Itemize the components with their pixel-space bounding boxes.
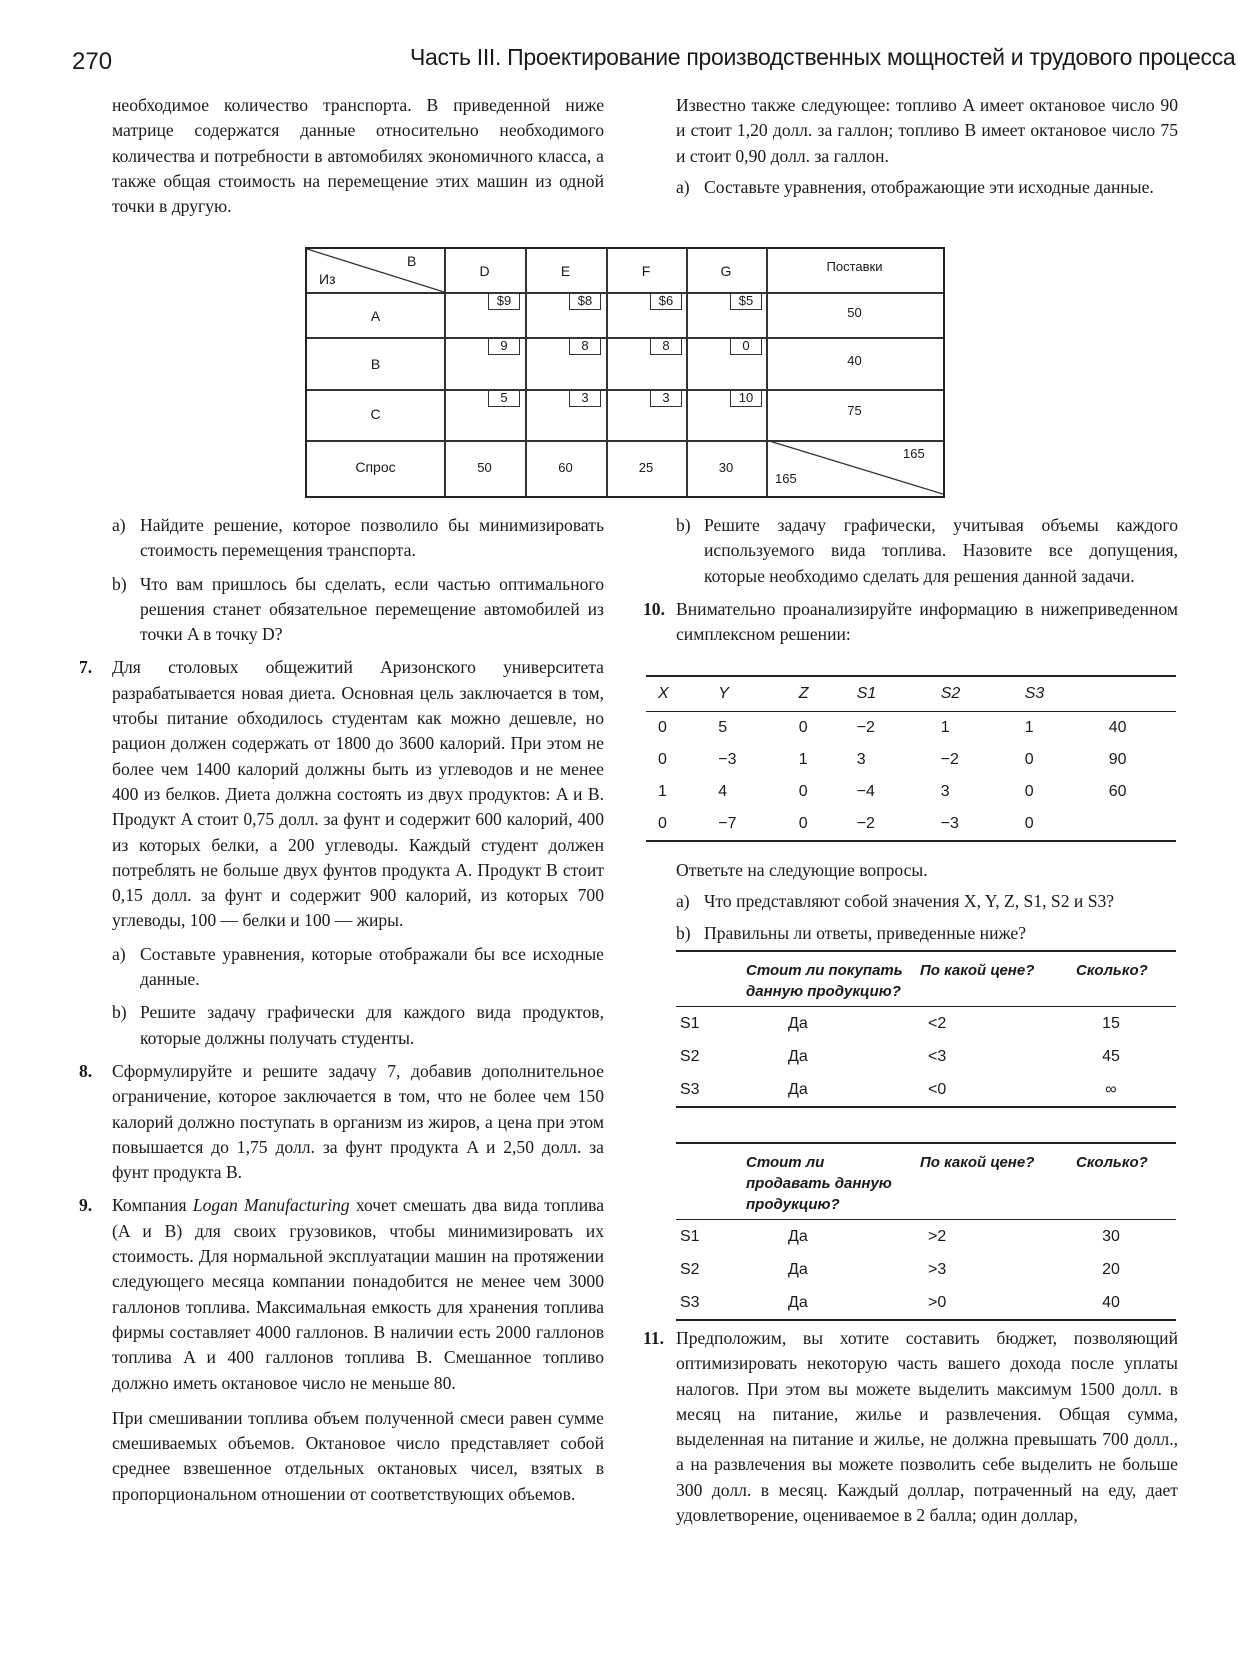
simplex-col-header: Z bbox=[787, 676, 845, 712]
item-marker: a) bbox=[112, 515, 126, 535]
item-text: Составьте уравнения, которые отображали бы все исходные данные. bbox=[140, 943, 604, 990]
simplex-table bbox=[646, 675, 1176, 842]
cost-cell: 3 bbox=[569, 389, 601, 407]
item-text: Что вам пришлось бы сделать, если частью оптимального решения станет обязательное перемещение автомобилей из точки A в точку D? bbox=[140, 573, 604, 645]
simplex-cell bbox=[1097, 808, 1176, 841]
cost-cell: $8 bbox=[569, 292, 601, 310]
left-column-items bbox=[79, 513, 604, 1507]
sell-table-cell: >3 bbox=[928, 1260, 947, 1278]
simplex-cell: −2 bbox=[940, 751, 959, 768]
col-header-g: G bbox=[720, 263, 732, 279]
running-header: Часть III. Проектирование производственных мощностей и трудового процесса bbox=[410, 44, 1236, 70]
item-text: Составьте уравнения, отображающие эти исходные данные. bbox=[704, 176, 1154, 197]
problem-9-paragraph-2: При смешивании топлива объем полученной смеси равен сумме смешиваемых объемов. Октановое число представляет собой среднее взвешенное отдельных октановых чисел, взятых в пропорциональном отношении от соответствующих объемов. bbox=[112, 1407, 604, 1504]
sell-table-cell: 40 bbox=[1046, 1286, 1176, 1320]
item-text: Решите задачу графически, учитывая объемы каждого используемого вида топлива. Назовите все допущения, которые необходимо сделать для решения данной задачи. bbox=[704, 515, 1178, 586]
buy-table-cell: Да bbox=[736, 1073, 916, 1107]
problem-11-block bbox=[643, 1326, 1178, 1528]
buy-table-cell: <2 bbox=[928, 1014, 947, 1032]
simplex-cell: 0 bbox=[1024, 783, 1034, 800]
transport-matrix bbox=[305, 247, 945, 498]
sell-table-col-header bbox=[676, 1143, 736, 1220]
simplex-col-header: S1 bbox=[845, 676, 929, 712]
simplex-cell: 0 bbox=[646, 808, 706, 841]
sell-table-row bbox=[676, 1220, 1176, 1254]
q7-subitem-b bbox=[112, 1000, 604, 1051]
problem-text: Предположим, вы хотите составить бюджет, позволяющий оптимизировать некоторую часть вашего дохода после уплаты налогов. При этом вы можете выделить максимум 1500 долл. в месяц на питание, жилье и развлечения. Общая сумма, выделенная на питание и жилье, не должна превышать 700 долл., а на развлечения вы можете позволить себе выделить не больше 300 долл. в месяц. Каждый доллар, потраченный на еду, дает удовлетворение, оцениваемое в 2 балла; один доллар, bbox=[676, 1328, 1178, 1526]
q10-subitem-a bbox=[676, 889, 1178, 914]
buy-table-row bbox=[676, 1073, 1176, 1107]
sell-table-col-header: Стоит ли продавать данную продукцию? bbox=[736, 1143, 916, 1220]
cost-cell: 9 bbox=[488, 337, 520, 355]
simplex-cell: 3 bbox=[856, 751, 866, 768]
buy-table-row bbox=[676, 1040, 1176, 1073]
simplex-cell: 4 bbox=[718, 783, 728, 800]
sell-table-cell: S3 bbox=[676, 1286, 736, 1320]
supply-a: 50 bbox=[847, 305, 862, 320]
supply-header: Поставки bbox=[826, 259, 883, 274]
buy-table-cell: S3 bbox=[676, 1073, 736, 1107]
row-label-b: B bbox=[370, 356, 381, 372]
buy-table-cell: <0 bbox=[916, 1073, 1046, 1107]
sell-table-cell: S1 bbox=[680, 1227, 700, 1245]
col-header-f: F bbox=[641, 263, 651, 279]
demand-d: 50 bbox=[477, 460, 492, 475]
simplex-col-header bbox=[1097, 676, 1176, 712]
q7-subitem-a bbox=[112, 942, 604, 993]
total-demand: 165 bbox=[775, 471, 797, 486]
fuel-info bbox=[676, 93, 1178, 200]
row-label-c: C bbox=[370, 406, 381, 422]
simplex-cell: 90 bbox=[1108, 751, 1127, 768]
simplex-cell: −3 bbox=[718, 751, 737, 768]
problem-text: Сформулируйте и решите задачу 7, добавив дополнительное ограничение, которое заключается в том, что не более чем 150 калорий должно поступать в организм из жиров, а цена при этом повышается до 1,75 долл. за фунт продукта A и 2,50 долл. за фунт продукта B. bbox=[112, 1060, 604, 1183]
company-name: Logan Manufacturing bbox=[192, 1195, 350, 1216]
buy-table-cell: S1 bbox=[680, 1014, 700, 1032]
cost-cell: 10 bbox=[730, 389, 762, 407]
sell-table-row bbox=[676, 1286, 1176, 1320]
simplex-cell: 3 bbox=[940, 783, 950, 800]
simplex-cell: −2 bbox=[845, 808, 929, 841]
simplex-row bbox=[646, 712, 1176, 745]
simplex-cell: 1 bbox=[940, 719, 950, 736]
col-header-e: E bbox=[560, 263, 571, 279]
cost-cell: $5 bbox=[730, 292, 762, 310]
simplex-cell: 0 bbox=[787, 808, 845, 841]
fuel-subitem-a bbox=[676, 175, 1178, 200]
supply-c: 75 bbox=[847, 403, 862, 418]
simplex-cell: 0 bbox=[658, 719, 667, 736]
buy-table-col-header: Стоит ли покупать данную продукцию? bbox=[736, 951, 916, 1007]
simplex-cell: −3 bbox=[929, 808, 1013, 841]
sell-table-cell: >2 bbox=[928, 1227, 947, 1245]
simplex-col-header: X bbox=[646, 676, 706, 712]
sell-table-cell: Да bbox=[736, 1286, 916, 1320]
buy-table-col-header bbox=[676, 951, 736, 1007]
supply-b: 40 bbox=[847, 353, 862, 368]
cost-cell: 0 bbox=[730, 337, 762, 355]
cost-cell: 8 bbox=[569, 337, 601, 355]
buy-table-cell: ∞ bbox=[1046, 1073, 1176, 1107]
sell-table-cell: S2 bbox=[680, 1260, 700, 1278]
right-column-items bbox=[643, 513, 1178, 647]
buy-table-cell: Да bbox=[788, 1014, 808, 1032]
buy-header-row bbox=[676, 951, 1176, 1007]
problem-number: 10. bbox=[643, 598, 665, 619]
simplex-row bbox=[646, 776, 1176, 808]
simplex-cell: −2 bbox=[856, 719, 875, 736]
demand-label: Спрос bbox=[355, 459, 396, 475]
item-marker: a) bbox=[676, 891, 690, 912]
buy-table-cell: 45 bbox=[1102, 1047, 1120, 1065]
cost-cell: 8 bbox=[650, 337, 682, 355]
buy-table-col-header: По какой цене? bbox=[916, 951, 1046, 1007]
q10-subitem-b bbox=[676, 921, 1178, 946]
buy-body bbox=[676, 1007, 1176, 1108]
cost-cell: 3 bbox=[650, 389, 682, 407]
cost-cell: $9 bbox=[488, 292, 520, 310]
sell-table-cell: 20 bbox=[1102, 1260, 1120, 1278]
simplex-body bbox=[646, 712, 1176, 842]
sell-table-cell: Да bbox=[788, 1227, 808, 1245]
buy-table-cell: S2 bbox=[680, 1047, 700, 1065]
demand-e: 60 bbox=[558, 460, 573, 475]
problem-number: 9. bbox=[79, 1195, 93, 1216]
simplex-header-row bbox=[646, 676, 1176, 712]
problem-text: Внимательно проанализируйте информацию в нижеприведенном симплексном решении: bbox=[676, 598, 1178, 645]
simplex-col-header: S2 bbox=[929, 676, 1013, 712]
sell-table-cell: Да bbox=[788, 1260, 808, 1278]
item-marker: a) bbox=[112, 943, 126, 964]
corner-from-label: Из bbox=[319, 271, 336, 287]
q9-subitem-b bbox=[676, 513, 1178, 589]
item-text: Решите задачу графически для каждого вида продуктов, которые должны получать студенты. bbox=[140, 1002, 604, 1048]
total-supply: 165 bbox=[903, 446, 925, 461]
simplex-col-header: S3 bbox=[1013, 676, 1097, 712]
simplex-row bbox=[646, 808, 1176, 841]
simplex-cell: 0 bbox=[658, 751, 667, 768]
buy-table-row bbox=[676, 1007, 1176, 1041]
sell-header-row bbox=[676, 1143, 1176, 1220]
intro-paragraph bbox=[112, 93, 604, 219]
simplex-cell: 1 bbox=[798, 751, 808, 768]
sell-table-cell: >0 bbox=[916, 1286, 1046, 1320]
sell-table-col-header: Сколько? bbox=[1046, 1143, 1176, 1220]
buy-table-cell: 15 bbox=[1102, 1014, 1120, 1032]
cost-cell: 5 bbox=[488, 389, 520, 407]
buy-table-col-header: Сколько? bbox=[1046, 951, 1176, 1007]
simplex-cell: 1 bbox=[658, 783, 667, 800]
problem-text-cont: хочет смешать два вида топлива (A и B) для своих грузовиков, чтобы минимизировать их стоимость. Для нормальной эксплуатации машин на протяжении следующего месяца компании понадобится не менее чем 3000 галлонов топлива. Максимальная емкость для хранения топлива фирмы составляет 4000 галлонов. В наличии есть 2000 галлонов топлива A и 400 галлонов топлива B. Смешанное топливо должно иметь октановое число не меньше 80. bbox=[112, 1195, 604, 1393]
problem-8 bbox=[79, 1059, 604, 1185]
simplex-cell: 1 bbox=[1024, 719, 1034, 736]
item-marker: b) bbox=[676, 922, 691, 943]
simplex-cell: 0 bbox=[798, 783, 808, 800]
buy-table-cell: Да bbox=[788, 1047, 808, 1065]
item-marker: b) bbox=[676, 515, 691, 535]
sell-table-row bbox=[676, 1253, 1176, 1286]
answer-prompt: Ответьте на следующие вопросы. bbox=[676, 860, 928, 880]
item-text: Что представляют собой значения X, Y, Z, S1, S2 и S3? bbox=[704, 891, 1115, 912]
sell-body bbox=[676, 1220, 1176, 1321]
cost-cell: $6 bbox=[650, 292, 682, 310]
simplex-cell: 0 bbox=[1024, 751, 1034, 768]
problem-number: 11. bbox=[643, 1328, 665, 1348]
simplex-row bbox=[646, 744, 1176, 776]
demand-g: 30 bbox=[718, 460, 734, 475]
corner-to-label: В bbox=[407, 253, 417, 269]
intro-text: необходимое количество транспорта. В приведенной ниже матрице содержатся данные относительно необходимого количества и потребности в автомобилях экономичного класса, а также общая стоимость на перемещение этих машин из одной точки в другую. bbox=[112, 95, 604, 217]
page-number: 270 bbox=[72, 48, 113, 75]
buy-table-cell: <3 bbox=[928, 1047, 947, 1065]
simplex-cell: 40 bbox=[1108, 719, 1127, 736]
sell-table bbox=[676, 1142, 1176, 1321]
item-text: Правильны ли ответы, приведенные ниже? bbox=[704, 922, 1027, 943]
problem-7 bbox=[79, 655, 604, 933]
sell-table-cell: 30 bbox=[1102, 1227, 1120, 1245]
problem-10-questions bbox=[676, 858, 1178, 946]
q6-subitem-b bbox=[112, 572, 604, 648]
simplex-cell: 5 bbox=[718, 719, 728, 736]
problem-10 bbox=[643, 597, 1178, 648]
simplex-cell: −4 bbox=[856, 783, 875, 800]
item-text: Найдите решение, которое позволило бы минимизировать стоимость перемещения транспорта. bbox=[140, 515, 604, 561]
item-marker: a) bbox=[676, 176, 690, 197]
fuel-text: Известно также следующее: топливо A имеет октановое число 90 и стоит 1,20 долл. за галлон; топливо B имеет октановое число 75 и стоит 0,90 долл. за галлон. bbox=[676, 95, 1178, 166]
q6-subitem-a bbox=[112, 513, 604, 564]
item-marker: b) bbox=[112, 1002, 127, 1023]
item-marker: b) bbox=[112, 573, 127, 594]
sell-table-col-header: По какой цене? bbox=[916, 1143, 1046, 1220]
simplex-cell: 60 bbox=[1108, 783, 1127, 800]
col-header-d: D bbox=[479, 263, 490, 279]
problem-text: Компания bbox=[112, 1195, 193, 1216]
simplex-cell: 0 bbox=[1013, 808, 1097, 841]
demand-f: 25 bbox=[638, 460, 654, 475]
problem-9 bbox=[79, 1193, 604, 1395]
simplex-cell: 0 bbox=[798, 719, 808, 736]
problem-number: 8. bbox=[79, 1060, 93, 1081]
simplex-cell: −7 bbox=[706, 808, 786, 841]
problem-number: 7. bbox=[79, 657, 93, 678]
problem-text: Для столовых общежитий Аризонского университета разрабатывается новая диета. Основная цель заключается в том, чтобы питание обходилось студентам как можно дешевле, но рацион должен содержать от 1800 до 3600 калорий. При этом не более чем 1400 калорий должны быть из углеводов и не менее 400 из белков. Диета должна состоять из двух продуктов: A и B. Продукт A стоит 0,75 долл. за фунт и содержит 600 калорий, 400 из которых белки, а 200 углеводы. Каждый студент должен потреблять не больше двух фунтов продукта A. Продукт B стоит 0,15 долл. за фунт и содержит 900 калорий, из которых 700 углеводы, 100 — белки и 100 — жиры. bbox=[112, 657, 604, 931]
problem-11 bbox=[643, 1326, 1178, 1528]
simplex-col-header: Y bbox=[706, 676, 786, 712]
row-label-a: A bbox=[370, 308, 381, 324]
buy-table bbox=[676, 950, 1176, 1108]
